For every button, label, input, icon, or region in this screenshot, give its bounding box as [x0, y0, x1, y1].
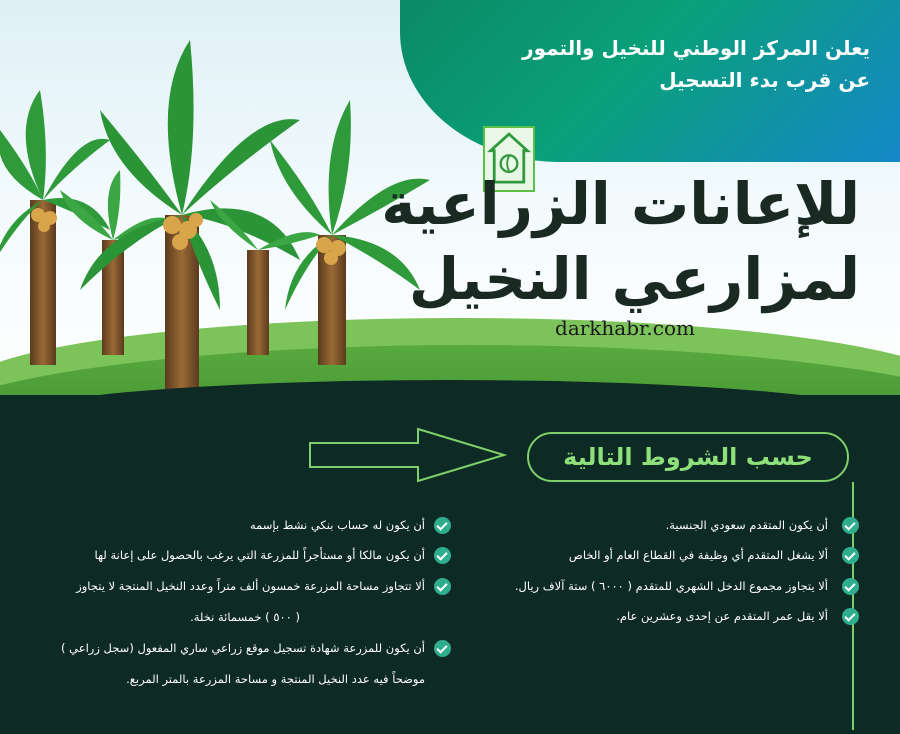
check-icon: [434, 517, 451, 534]
condition-item: ألا يشغل المتقدم أي وظيفة في القطاع العام أو الخاص: [568, 548, 828, 562]
headline-line-2: لمزارعي النخيل: [408, 245, 860, 313]
check-icon: [434, 578, 451, 595]
check-icon: [842, 608, 859, 625]
arrow-right-icon: [308, 427, 508, 483]
condition-item: ألا تتجاوز مساحة المزرعة خمسون ألف متراً وعدد النخيل المنتجة لا يتجاوز: [76, 579, 425, 593]
condition-item: أن يكون مالكا أو مستأجراً للمزرعة التي يرغب بالحصول على إعانة لها: [94, 548, 425, 562]
check-icon: [434, 640, 451, 657]
check-icon: [434, 547, 451, 564]
condition-item: أن يكون للمزرعة شهادة تسجيل موقع زراعي ساري المفعول (سجل زراعي ): [61, 641, 425, 655]
condition-item-continued: ( ٥٠٠ ) خمسمائة نخلة.: [190, 610, 300, 624]
check-icon: [842, 517, 859, 534]
headline-line-1: للإعانات الزراعية: [381, 170, 860, 238]
condition-item: ألا يتجاوز مجموع الدخل الشهري للمتقدم ( ٦٠٠٠ ) ستة آلاف ريال.: [514, 579, 828, 593]
condition-item: أن يكون المتقدم سعودي الجنسية.: [665, 518, 828, 532]
condition-item: أن يكون له حساب بنكي نشط بإسمه: [249, 518, 425, 532]
announcement-line-2: عن قرب بدء التسجيل: [659, 68, 870, 92]
conditions-title: حسب الشروط التالية: [527, 432, 849, 482]
website-watermark: darkhabr.com: [555, 316, 695, 340]
check-icon: [842, 578, 859, 595]
check-icon: [842, 547, 859, 564]
condition-item-continued: موضحاً فيه عدد النخيل المنتجة و مساحة المزرعة بالمتر المربع.: [126, 672, 425, 686]
announcement-line-1: يعلن المركز الوطني للنخيل والتمور: [522, 36, 870, 60]
condition-item: ألا يقل عمر المتقدم عن إحدى وعشرين عام.: [616, 609, 828, 623]
